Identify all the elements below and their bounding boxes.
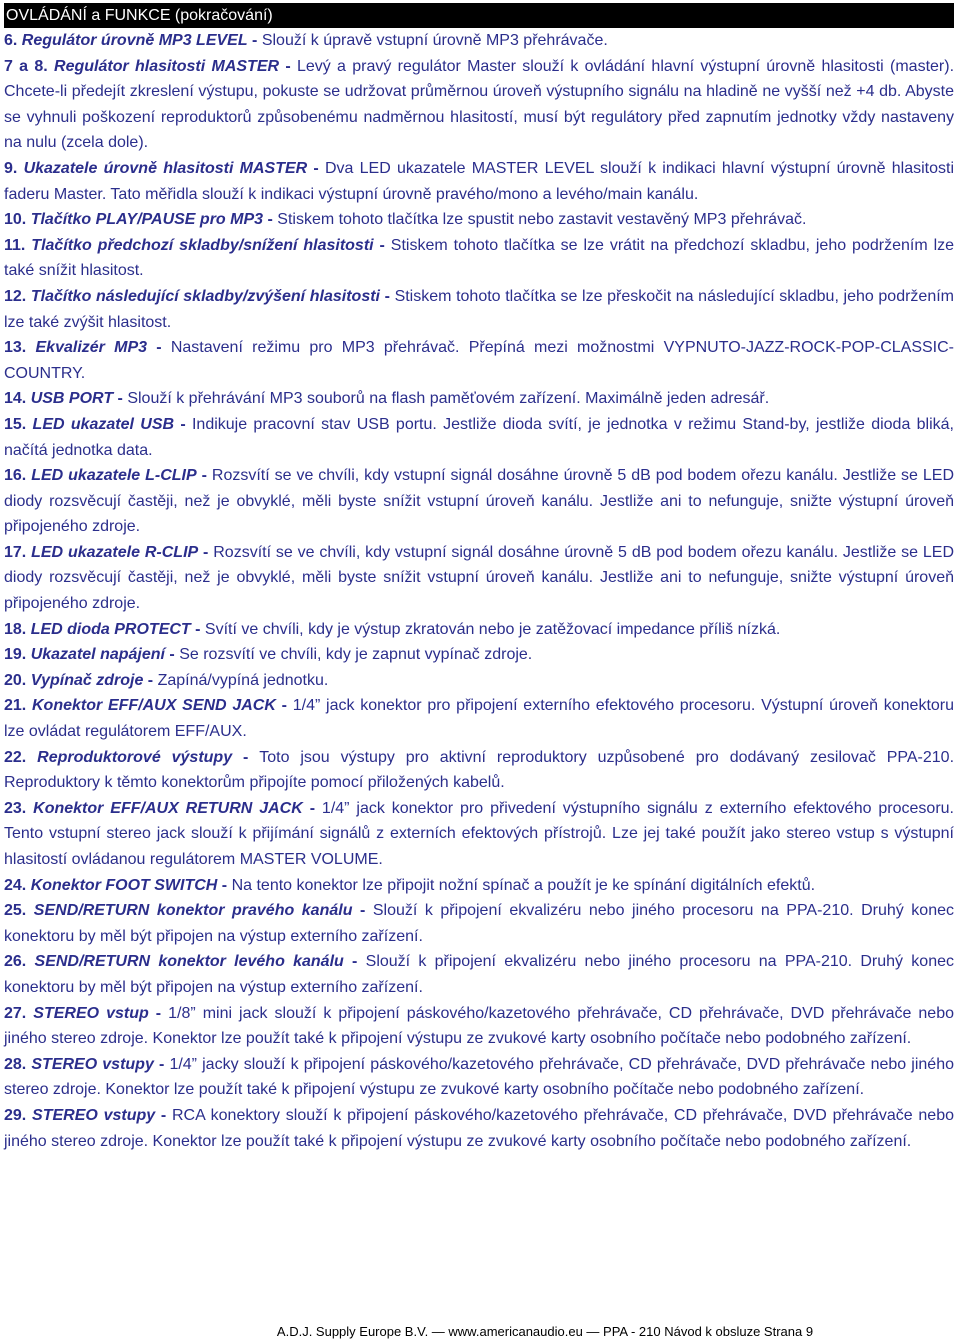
manual-entry xyxy=(4,1052,954,1103)
entry-number: 19. xyxy=(4,646,27,664)
manual-entry xyxy=(4,233,954,284)
entry-separator: - xyxy=(352,902,373,920)
entry-body: Stiskem tohoto tlačítka se lze přeskočit na následující skladbu, jeho podržením lze také zvýšit hlasitost. xyxy=(4,287,954,331)
entry-number: 11. xyxy=(4,236,26,254)
entry-body: Stiskem tohoto tlačítka lze spustit nebo zastavit vestavěný MP3 přehrávač. xyxy=(277,211,807,229)
entry-number: 28. xyxy=(4,1055,27,1073)
entry-number: 20. xyxy=(4,671,27,689)
entry-number: 12. xyxy=(4,287,27,305)
entry-heading: LED dioda PROTECT xyxy=(30,620,191,638)
entry-heading: SEND/RETURN konektor pravého kanálu xyxy=(33,902,353,920)
entry-body: Slouží k úpravě vstupní úrovně MP3 přehrávače. xyxy=(261,32,608,49)
manual-entry xyxy=(4,284,954,335)
entry-body: Rozsvítí se ve chvíli, kdy vstupní signál dosáhne úrovně 5 dB pod bodem ořezu kanálu. Jestliže se LED diody rozsvěcují častěji, než je obvyklé, měli byste snížit vstupní úroveň kanálu. Jestliže ani to nefunguje, snižte výstupní úroveň připojeného zdroje. xyxy=(4,543,954,613)
entry-heading: Tlačítko PLAY/PAUSE pro MP3 xyxy=(30,211,264,229)
entry-body: 1/4” jack konektor pro přivedení výstupního signálu z externího efektového procesoru. Tento vstupní stereo jack slouží k přijímání signálů z externích efektových přístrojů. Lze jej také použít jako stereo vstup s výstupní hlasitostí ovládanou regulátorem MASTER VOLUME. xyxy=(4,799,954,868)
entry-body: Na tento konektor lze připojit nožní spínač a použít je ke spínání digitálních efektů. xyxy=(231,876,816,894)
manual-entry xyxy=(4,412,954,463)
manual-entry xyxy=(4,335,954,386)
entry-number: 23. xyxy=(4,799,27,817)
manual-entry xyxy=(4,642,954,668)
entry-separator: - xyxy=(275,697,293,715)
entry-number: 6. xyxy=(4,32,18,49)
manual-entry xyxy=(4,28,954,54)
entry-separator: - xyxy=(164,646,180,664)
entry-number: 27. xyxy=(4,1004,27,1022)
entry-heading: LED ukazatele R-CLIP xyxy=(31,543,199,561)
entry-heading: Konektor FOOT SWITCH xyxy=(30,876,218,894)
entry-heading: STEREO vstupy xyxy=(32,1106,156,1124)
entry-heading: Regulátor úrovně MP3 LEVEL xyxy=(21,32,248,49)
entry-heading: Vypínač zdroje xyxy=(30,671,144,689)
entry-separator: - xyxy=(155,1106,172,1124)
entry-body: Rozsvítí se ve chvíli, kdy vstupní signál dosáhne úrovně 5 dB pod bodem ořezu kanálu. Jestliže se LED diody rozsvěcují častěji, než je obvyklé, měli byste snížit vstupní úroveň kanálu. Jestliže ani to nefunguje, snižte výstupní úroveň připojeného zdroje. xyxy=(4,467,955,536)
entry-body: Indikuje pracovní stav USB portu. Jestliže dioda svítí, je jednotka v režimu Stand-by, jestliže dioda bliká, načítá jednotka data. xyxy=(4,415,954,459)
entry-number: 26. xyxy=(4,953,27,971)
entry-body: Slouží k přehrávání MP3 souborů na flash paměťovém zařízení. Maximálně jeden adresář. xyxy=(127,390,770,408)
manual-entry xyxy=(4,949,954,1000)
entry-heading: STEREO vstup xyxy=(33,1004,149,1022)
entries-list xyxy=(4,28,954,1154)
entry-separator: - xyxy=(148,1004,169,1022)
entry-body: 1/4” jacky slouží k připojení páskového/kazetového přehrávače, CD přehrávače, DVD přehrávače nebo jiného stereo zdroje. Konektor lze použít také k připojení výstupu ze zvukové karty osobního počítače nebo podobného zařízení. xyxy=(4,1055,954,1099)
entry-body: Toto jsou výstupy pro aktivní reproduktory uzpůsobené pro dodávaný zesilovač PPA-210. Reproduktory k těmto konektorům připojíte pomocí přiložených kabelů. xyxy=(4,748,955,792)
entry-heading: SEND/RETURN konektor levého kanálu xyxy=(34,953,344,971)
page-footer: A.D.J. Supply Europe B.V. — www.americanaudio.eu — PPA - 210 Návod k obsluze Strana 9 xyxy=(276,1324,814,1339)
manual-entry xyxy=(4,873,954,899)
entry-body: 1/4” jack konektor pro připojení externího efektového procesoru. Výstupní úroveň konektoru lze ovládat regulátorem EFF/AUX. xyxy=(4,697,955,741)
entry-heading: Ukazatele úrovně hlasitosti MASTER xyxy=(23,159,308,177)
entry-heading: Ukazatel napájení xyxy=(30,646,165,664)
manual-entry xyxy=(4,463,954,540)
entry-heading: Tlačítko následující skladby/zvýšení hlasitosti xyxy=(30,287,380,305)
manual-entry xyxy=(4,156,954,207)
entry-body: Svítí ve chvíli, kdy je výstup zkratován nebo je zatěžovací impedance příliš nízká. xyxy=(204,620,781,638)
entry-body: Levý a pravý regulátor Master slouží k ovládání hlavní výstupní úrovně hlasitosti (master). Chcete-li předejít zkreslení výstupu, pokuste se udržovat průměrnou úroveň výstupního signálu na hladině ne vyšší než +4 db. Abyste se vyhnuli poškození reproduktorů způsobenému nadměrnou hlasitostí, musí být regulátory před zapnutím jednotky vždy nastaveny na nulu (zcela dole). xyxy=(4,57,955,152)
entry-heading: Regulátor hlasitosti MASTER xyxy=(54,57,280,75)
entry-number: 13. xyxy=(4,339,27,357)
entry-body: Stiskem tohoto tlačítka se lze vrátit na předchozí skladbu, jeho podržením lze také snížit hlasitost. xyxy=(4,236,955,280)
entry-separator: - xyxy=(113,390,128,408)
entry-separator: - xyxy=(373,236,391,254)
entry-number: 14. xyxy=(4,390,27,408)
entry-heading: Tlačítko předchozí skladby/snížení hlasitosti xyxy=(31,236,374,254)
entry-separator: - xyxy=(198,543,214,561)
entry-separator: - xyxy=(232,748,260,766)
entry-separator: - xyxy=(217,876,232,894)
section-header: OVLÁDÁNÍ a FUNKCE (pokračování) xyxy=(4,3,954,28)
entry-separator: - xyxy=(302,799,322,817)
entry-body: Zapíná/vypíná jednotku. xyxy=(157,671,329,689)
entry-body: RCA konektory slouží k připojení páskového/kazetového přehrávače, CD přehrávače, DVD přehrávače nebo jiného stereo zdroje. Konektor lze použít také k připojení výstupu ze zvukové karty osobního počítače nebo podobného zařízení. xyxy=(4,1106,954,1150)
entry-body: Dva LED ukazatele MASTER LEVEL slouží k indikaci hlavní výstupní úrovně hlasitosti faderu Master. Tato měřidla slouží k indikaci výstupní úrovně pravého/mono a levého/main kanálu. xyxy=(4,159,955,203)
entry-heading: Ekvalizér MP3 xyxy=(35,339,148,357)
entry-number: 15. xyxy=(4,415,27,433)
manual-entry xyxy=(4,796,954,873)
entry-heading: LED ukazatele L-CLIP xyxy=(31,467,197,485)
entry-heading: Konektor EFF/AUX RETURN JACK xyxy=(33,799,303,817)
manual-entry xyxy=(4,745,954,796)
entry-number: 18. xyxy=(4,620,27,638)
manual-entry xyxy=(4,1001,954,1052)
entry-separator: - xyxy=(143,671,158,689)
entry-separator: - xyxy=(190,620,205,638)
entry-number: 22. xyxy=(4,748,27,766)
entry-heading: LED ukazatel USB xyxy=(32,415,175,433)
entry-number: 29. xyxy=(4,1106,27,1124)
entry-number: 17. xyxy=(4,543,27,561)
entry-separator: - xyxy=(147,339,171,357)
manual-page xyxy=(0,3,960,1343)
manual-entry xyxy=(4,693,954,744)
manual-entry xyxy=(4,207,954,233)
entry-separator: - xyxy=(343,953,366,971)
entry-separator: - xyxy=(279,57,297,75)
entry-heading: Konektor EFF/AUX SEND JACK xyxy=(32,697,276,715)
entry-separator: - xyxy=(196,467,212,485)
manual-entry xyxy=(4,668,954,694)
entry-body: Nastavení režimu pro MP3 přehrávač. Přepíná mezi možnostmi VYPNUTO-JAZZ-ROCK-POP-CLASSIC-COUNTRY. xyxy=(4,339,955,382)
entry-separator: - xyxy=(247,32,262,49)
entry-number: 24. xyxy=(4,876,27,894)
entry-body: Se rozsvítí ve chvíli, kdy je zapnut vypínač zdroje. xyxy=(179,646,533,664)
entry-separator: - xyxy=(153,1055,170,1073)
entry-body: Slouží k připojení ekvalizéru nebo jiného procesoru na PPA-210. Druhý konec konektoru by měl být připojen na výstup externího zařízení. xyxy=(4,953,954,996)
manual-entry xyxy=(4,1103,954,1154)
entry-separator: - xyxy=(174,415,192,433)
manual-entry xyxy=(4,54,954,156)
entry-heading: Reproduktorové výstupy xyxy=(37,748,233,766)
manual-entry xyxy=(4,617,954,643)
entry-separator: - xyxy=(307,159,325,177)
entry-number: 16. xyxy=(4,467,27,485)
entry-number: 7 a 8. xyxy=(4,57,48,75)
manual-entry xyxy=(4,386,954,412)
manual-entry xyxy=(4,540,954,617)
entry-body: Slouží k připojení ekvalizéru nebo jiného procesoru na PPA-210. Druhý konec konektoru by měl být připojen na výstup externího zařízení. xyxy=(4,902,955,945)
entry-number: 25. xyxy=(4,902,27,920)
entry-number: 9. xyxy=(4,159,18,177)
entry-body: 1/8” mini jack slouží k připojení páskového/kazetového přehrávače, CD přehrávače, DVD přehrávače nebo jiného stereo zdroje. Konektor lze použít také k připojení výstupu ze zvukové karty osobního počítače nebo podobného zařízení. xyxy=(4,1004,955,1048)
entry-heading: STEREO vstupy xyxy=(31,1055,154,1073)
entry-heading: USB PORT xyxy=(30,390,114,408)
entry-number: 10. xyxy=(4,211,27,229)
entry-number: 21. xyxy=(4,697,27,715)
entry-separator: - xyxy=(379,287,395,305)
entry-separator: - xyxy=(263,211,278,229)
manual-entry xyxy=(4,898,954,949)
